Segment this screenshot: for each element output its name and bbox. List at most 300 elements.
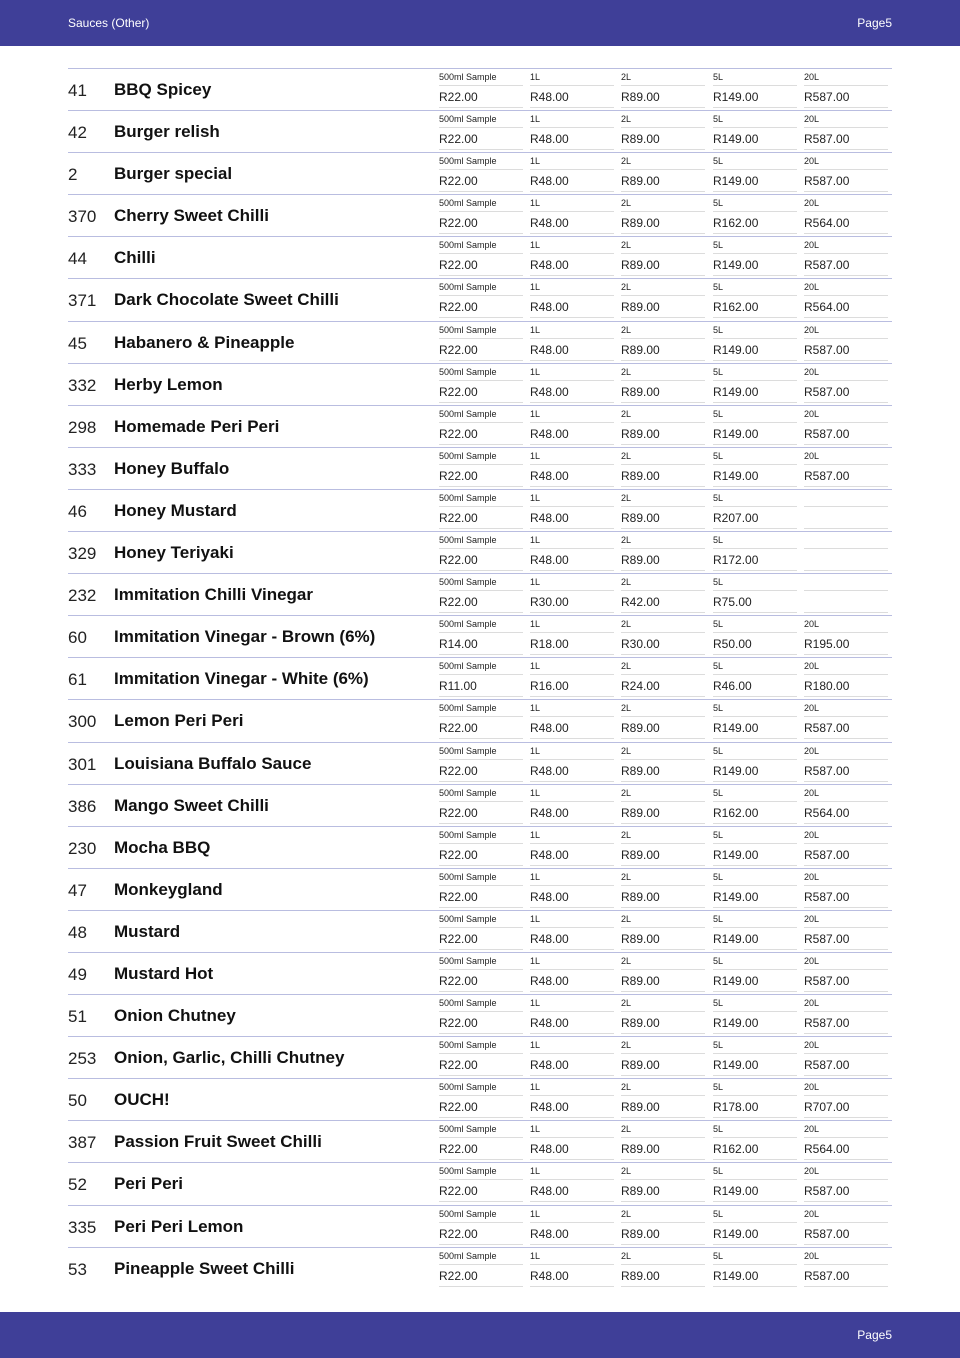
size-label: 2L: [621, 1251, 705, 1265]
price-value: R207.00: [713, 511, 797, 529]
price-cell: [439, 995, 523, 1037]
size-label: 2L: [621, 493, 705, 507]
size-label: 5L: [713, 956, 797, 970]
price-cell: [804, 364, 888, 406]
product-code: 301: [68, 754, 97, 774]
price-cell: [439, 111, 523, 153]
list-item: [68, 489, 892, 531]
size-label: 20L: [804, 872, 888, 886]
price-value: [804, 511, 888, 529]
price-value: R149.00: [713, 1016, 797, 1034]
size-label: 5L: [713, 451, 797, 465]
size-label: 5L: [713, 703, 797, 717]
price-value: R48.00: [530, 848, 614, 866]
price-value: R587.00: [804, 848, 888, 866]
size-label: 500ml Sample: [439, 1040, 523, 1054]
price-cell: [439, 700, 523, 742]
price-value: R48.00: [530, 385, 614, 403]
price-value: R180.00: [804, 679, 888, 697]
size-label: 500ml Sample: [439, 788, 523, 802]
price-cell: [713, 658, 797, 700]
price-cell: [621, 953, 705, 995]
price-cell: [530, 111, 614, 153]
size-label: 5L: [713, 746, 797, 760]
price-value: R48.00: [530, 1269, 614, 1287]
size-label: 2L: [621, 1209, 705, 1223]
price-value: R22.00: [439, 974, 523, 992]
size-label: 5L: [713, 198, 797, 212]
price-cell: [621, 743, 705, 785]
price-cell: [530, 700, 614, 742]
price-cell: [530, 1206, 614, 1248]
size-label: 20L: [804, 661, 888, 675]
price-value: R22.00: [439, 385, 523, 403]
price-value: R587.00: [804, 385, 888, 403]
size-label: 2L: [621, 956, 705, 970]
price-value: R22.00: [439, 427, 523, 445]
size-label: 5L: [713, 1251, 797, 1265]
product-name: Immitation Vinegar - Brown (6%): [114, 627, 376, 647]
size-label: 1L: [530, 577, 614, 591]
price-value: R89.00: [621, 1142, 705, 1160]
size-label: 1L: [530, 746, 614, 760]
size-label: 20L: [804, 746, 888, 760]
product-code: 329: [68, 544, 97, 564]
list-item: [68, 826, 892, 868]
size-label: 20L: [804, 325, 888, 339]
size-label: 1L: [530, 493, 614, 507]
price-value: R22.00: [439, 132, 523, 150]
price-value: R30.00: [621, 637, 705, 655]
product-name: Honey Teriyaki: [114, 543, 234, 563]
price-cell: [621, 322, 705, 364]
price-value: R89.00: [621, 511, 705, 529]
size-label: 500ml Sample: [439, 198, 523, 212]
price-value: R149.00: [713, 174, 797, 192]
size-label: 500ml Sample: [439, 661, 523, 675]
price-value: R195.00: [804, 637, 888, 655]
price-value: R89.00: [621, 553, 705, 571]
price-cell: [713, 1079, 797, 1121]
product-name: Immitation Chilli Vinegar: [114, 585, 313, 605]
price-list: [68, 68, 892, 1289]
size-label: 2L: [621, 914, 705, 928]
size-label: 2L: [621, 746, 705, 760]
price-cell: [804, 1163, 888, 1205]
price-cell: [621, 616, 705, 658]
size-label: 500ml Sample: [439, 240, 523, 254]
price-value: R48.00: [530, 258, 614, 276]
price-value: R22.00: [439, 511, 523, 529]
size-label: 500ml Sample: [439, 1209, 523, 1223]
size-label: 1L: [530, 1166, 614, 1180]
price-value: R22.00: [439, 595, 523, 613]
price-cell: [713, 869, 797, 911]
price-value: R89.00: [621, 300, 705, 318]
product-code: 332: [68, 375, 97, 395]
size-label: 5L: [713, 661, 797, 675]
price-cell: [530, 237, 614, 279]
list-item: [68, 699, 892, 741]
list-item: [68, 236, 892, 278]
product-code: 46: [68, 501, 87, 521]
product-name: Habanero & Pineapple: [114, 332, 295, 352]
page-header: [0, 0, 960, 46]
price-value: R587.00: [804, 721, 888, 739]
product-name: Dark Chocolate Sweet Chilli: [114, 290, 339, 310]
size-label: 2L: [621, 788, 705, 802]
list-item: [68, 994, 892, 1036]
price-value: R22.00: [439, 1058, 523, 1076]
price-value: R48.00: [530, 890, 614, 908]
size-label: 2L: [621, 661, 705, 675]
price-cell: [804, 195, 888, 237]
price-cell: [530, 658, 614, 700]
list-item: [68, 1247, 892, 1289]
size-label: 500ml Sample: [439, 830, 523, 844]
price-cell: [804, 1121, 888, 1163]
price-value: R149.00: [713, 343, 797, 361]
price-value: R89.00: [621, 90, 705, 108]
product-code: 50: [68, 1091, 87, 1111]
size-label: 20L: [804, 1209, 888, 1223]
size-label: 500ml Sample: [439, 998, 523, 1012]
price-cell: [713, 1037, 797, 1079]
price-cell: [713, 111, 797, 153]
size-label: 5L: [713, 535, 797, 549]
price-cell: [530, 406, 614, 448]
size-label: 5L: [713, 240, 797, 254]
size-label: 500ml Sample: [439, 1082, 523, 1096]
list-item: [68, 405, 892, 447]
product-name: Honey Buffalo: [114, 458, 230, 478]
list-item: [68, 868, 892, 910]
price-cell: [439, 869, 523, 911]
price-value: R89.00: [621, 848, 705, 866]
size-label: 2L: [621, 535, 705, 549]
product-name: Onion, Garlic, Chilli Chutney: [114, 1048, 345, 1068]
price-cell: [530, 532, 614, 574]
product-name: Monkeygland: [114, 879, 223, 899]
size-label: 2L: [621, 830, 705, 844]
price-value: R564.00: [804, 300, 888, 318]
price-value: R587.00: [804, 974, 888, 992]
product-name: Peri Peri: [114, 1174, 183, 1194]
product-name: Cherry Sweet Chilli: [114, 206, 269, 226]
price-cell: [530, 364, 614, 406]
price-cell: [439, 743, 523, 785]
price-value: R48.00: [530, 806, 614, 824]
price-value: R149.00: [713, 890, 797, 908]
price-cell: [804, 111, 888, 153]
size-label: 500ml Sample: [439, 914, 523, 928]
price-cell: [530, 279, 614, 321]
price-cell: [713, 1248, 797, 1290]
price-value: R587.00: [804, 1016, 888, 1034]
page-number: Page5: [857, 16, 892, 30]
price-value: R149.00: [713, 721, 797, 739]
size-label: 1L: [530, 956, 614, 970]
size-label: 500ml Sample: [439, 1251, 523, 1265]
size-label: 20L: [804, 1082, 888, 1096]
product-code: 387: [68, 1133, 97, 1153]
product-name: Louisiana Buffalo Sauce: [114, 753, 312, 773]
price-cell: [804, 743, 888, 785]
size-label: 500ml Sample: [439, 577, 523, 591]
price-cell: [439, 574, 523, 616]
price-value: R162.00: [713, 300, 797, 318]
size-label: 1L: [530, 998, 614, 1012]
price-value: R149.00: [713, 90, 797, 108]
price-value: R50.00: [713, 637, 797, 655]
price-value: R75.00: [713, 595, 797, 613]
price-cell: [804, 322, 888, 364]
price-cell: [439, 195, 523, 237]
size-label: 500ml Sample: [439, 409, 523, 423]
size-label: [804, 577, 888, 591]
price-value: R587.00: [804, 1269, 888, 1287]
price-cell: [713, 69, 797, 111]
price-value: R149.00: [713, 974, 797, 992]
price-value: R46.00: [713, 679, 797, 697]
size-label: 1L: [530, 367, 614, 381]
product-name: Chilli: [114, 248, 156, 268]
size-label: 2L: [621, 703, 705, 717]
price-value: R22.00: [439, 216, 523, 234]
size-label: 2L: [621, 198, 705, 212]
price-cell: [713, 911, 797, 953]
list-item: [68, 278, 892, 320]
price-cell: [713, 153, 797, 195]
size-label: 20L: [804, 830, 888, 844]
price-value: R587.00: [804, 764, 888, 782]
product-code: 298: [68, 417, 97, 437]
price-cell: [530, 1163, 614, 1205]
price-cell: [804, 1037, 888, 1079]
size-label: 500ml Sample: [439, 535, 523, 549]
price-cell: [439, 1248, 523, 1290]
price-cell: [804, 574, 888, 616]
size-label: 500ml Sample: [439, 872, 523, 886]
product-code: 47: [68, 880, 87, 900]
size-label: 2L: [621, 409, 705, 423]
price-value: R89.00: [621, 1058, 705, 1076]
size-label: 5L: [713, 1082, 797, 1096]
price-value: R48.00: [530, 1016, 614, 1034]
size-label: 20L: [804, 1124, 888, 1138]
size-label: 5L: [713, 1209, 797, 1223]
price-cell: [439, 532, 523, 574]
product-code: 44: [68, 249, 87, 269]
price-value: R587.00: [804, 1058, 888, 1076]
size-label: 500ml Sample: [439, 451, 523, 465]
price-cell: [621, 1163, 705, 1205]
product-name: Lemon Peri Peri: [114, 711, 244, 731]
price-cell: [530, 953, 614, 995]
price-cell: [713, 743, 797, 785]
price-cell: [439, 237, 523, 279]
size-label: 1L: [530, 872, 614, 886]
list-item: [68, 1036, 892, 1078]
price-value: R587.00: [804, 890, 888, 908]
size-label: 500ml Sample: [439, 72, 523, 86]
price-cell: [713, 1121, 797, 1163]
size-label: 500ml Sample: [439, 493, 523, 507]
price-cell: [621, 1206, 705, 1248]
price-value: R22.00: [439, 174, 523, 192]
size-label: 500ml Sample: [439, 1166, 523, 1180]
size-label: 1L: [530, 1082, 614, 1096]
price-value: R89.00: [621, 1227, 705, 1245]
price-value: R89.00: [621, 1184, 705, 1202]
price-cell: [439, 1037, 523, 1079]
size-label: 500ml Sample: [439, 956, 523, 970]
price-cell: [530, 448, 614, 490]
size-label: 20L: [804, 619, 888, 633]
price-cell: [530, 1079, 614, 1121]
price-cell: [530, 574, 614, 616]
price-cell: [530, 1037, 614, 1079]
list-item: [68, 952, 892, 994]
product-name: BBQ Spicey: [114, 80, 212, 99]
size-label: 5L: [713, 788, 797, 802]
product-name: Burger relish: [114, 122, 220, 142]
product-code: 333: [68, 459, 97, 479]
price-value: R22.00: [439, 1016, 523, 1034]
price-cell: [439, 1079, 523, 1121]
price-cell: [804, 153, 888, 195]
size-label: 1L: [530, 661, 614, 675]
price-cell: [804, 1206, 888, 1248]
price-cell: [804, 995, 888, 1037]
price-value: R22.00: [439, 300, 523, 318]
size-label: 5L: [713, 325, 797, 339]
size-label: 20L: [804, 451, 888, 465]
price-cell: [621, 995, 705, 1037]
size-label: 5L: [713, 914, 797, 928]
price-value: R30.00: [530, 595, 614, 613]
price-cell: [804, 279, 888, 321]
price-cell: [804, 911, 888, 953]
product-code: 48: [68, 922, 87, 942]
price-value: R24.00: [621, 679, 705, 697]
size-label: 1L: [530, 914, 614, 928]
price-cell: [804, 1079, 888, 1121]
size-label: 1L: [530, 703, 614, 717]
product-code: 230: [68, 838, 97, 858]
price-value: R707.00: [804, 1100, 888, 1118]
product-name: Onion Chutney: [114, 1006, 236, 1026]
page-footer: [0, 1312, 960, 1358]
size-label: 1L: [530, 240, 614, 254]
price-cell: [713, 237, 797, 279]
size-label: 500ml Sample: [439, 282, 523, 296]
price-cell: [621, 827, 705, 869]
price-value: R42.00: [621, 595, 705, 613]
size-label: 20L: [804, 240, 888, 254]
size-label: 20L: [804, 1166, 888, 1180]
price-cell: [530, 1121, 614, 1163]
list-item: [68, 573, 892, 615]
product-name: Passion Fruit Sweet Chilli: [114, 1132, 322, 1152]
list-item: [68, 152, 892, 194]
price-cell: [439, 1163, 523, 1205]
price-cell: [713, 995, 797, 1037]
price-cell: [439, 406, 523, 448]
price-value: R22.00: [439, 343, 523, 361]
size-label: 1L: [530, 1251, 614, 1265]
product-name: Peri Peri Lemon: [114, 1216, 244, 1236]
list-item: [68, 910, 892, 952]
size-label: 2L: [621, 1124, 705, 1138]
price-value: R22.00: [439, 890, 523, 908]
price-cell: [530, 743, 614, 785]
price-value: R48.00: [530, 90, 614, 108]
size-label: 5L: [713, 1124, 797, 1138]
price-value: R587.00: [804, 469, 888, 487]
size-label: 20L: [804, 1040, 888, 1054]
product-name: Mango Sweet Chilli: [114, 795, 269, 815]
price-value: R48.00: [530, 216, 614, 234]
product-code: 49: [68, 964, 87, 984]
product-code: 61: [68, 670, 87, 690]
size-label: 1L: [530, 451, 614, 465]
product-name: Burger special: [114, 164, 233, 184]
price-cell: [439, 1121, 523, 1163]
product-code: 45: [68, 333, 87, 353]
list-item: [68, 615, 892, 657]
price-cell: [804, 406, 888, 448]
price-value: R149.00: [713, 469, 797, 487]
price-cell: [713, 1206, 797, 1248]
price-value: R587.00: [804, 258, 888, 276]
price-value: R149.00: [713, 385, 797, 403]
product-code: 2: [68, 165, 78, 185]
price-cell: [439, 911, 523, 953]
size-label: 5L: [713, 114, 797, 128]
price-value: R149.00: [713, 427, 797, 445]
price-value: R162.00: [713, 216, 797, 234]
price-value: R89.00: [621, 469, 705, 487]
price-cell: [713, 195, 797, 237]
price-value: R48.00: [530, 132, 614, 150]
price-value: R48.00: [530, 300, 614, 318]
price-value: R162.00: [713, 1142, 797, 1160]
size-label: 20L: [804, 156, 888, 170]
product-code: 300: [68, 712, 97, 732]
size-label: 20L: [804, 956, 888, 970]
product-code: 42: [68, 123, 87, 143]
product-name: Honey Mustard: [114, 500, 237, 520]
price-cell: [804, 785, 888, 827]
price-value: R48.00: [530, 1100, 614, 1118]
product-name: Mustard Hot: [114, 963, 214, 983]
price-cell: [439, 279, 523, 321]
price-cell: [804, 658, 888, 700]
price-cell: [621, 195, 705, 237]
price-cell: [713, 574, 797, 616]
size-label: 20L: [804, 114, 888, 128]
price-cell: [439, 953, 523, 995]
size-label: 5L: [713, 493, 797, 507]
size-label: 5L: [713, 72, 797, 86]
product-code: 253: [68, 1049, 97, 1069]
price-value: [804, 595, 888, 613]
size-label: [804, 535, 888, 549]
size-label: 5L: [713, 577, 797, 591]
price-cell: [439, 69, 523, 111]
price-cell: [530, 1248, 614, 1290]
